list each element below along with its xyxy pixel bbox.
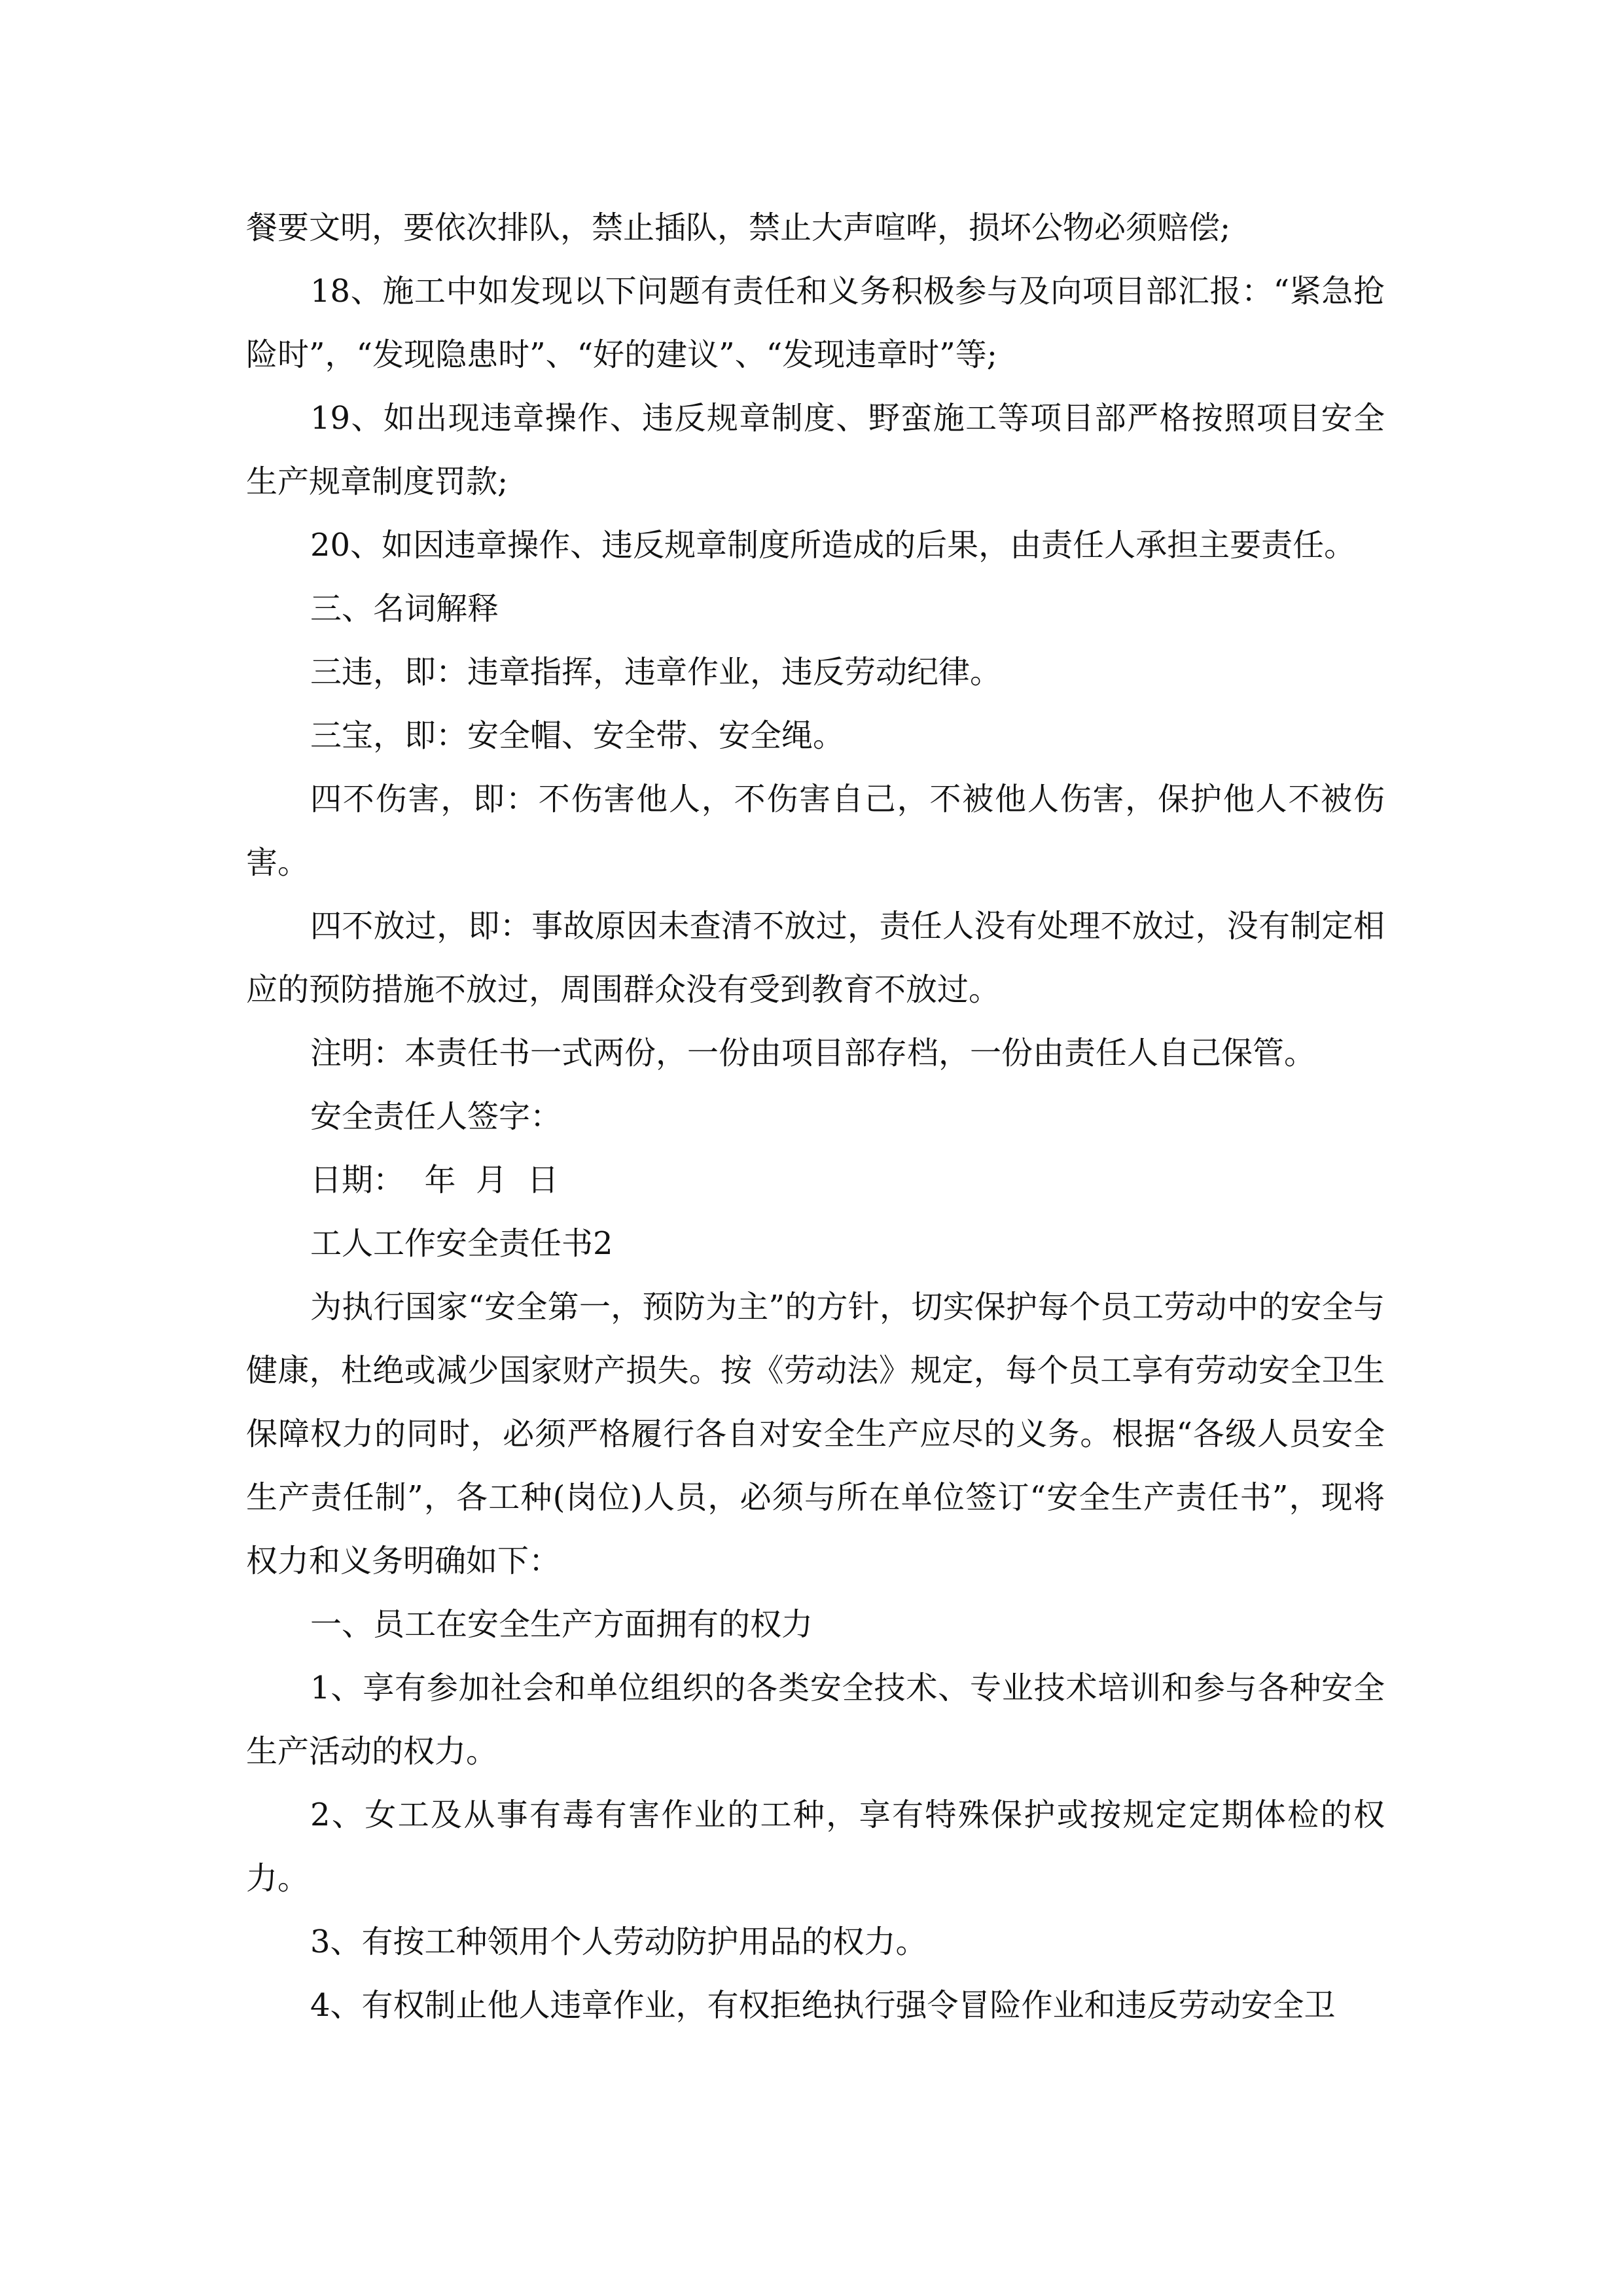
paragraph-four-no-letgo: 四不放过，即：事故原因未查清不放过，责任人没有处理不放过，没有制定相应的预防措施不放过，周围群众没有受到教育不放过。 [246,908,1385,1008]
paragraph-item-20: 20、如因违章操作、违反规章制度所造成的后果，由责任人承担主要责任。 [310,527,1356,564]
paragraph-three-violations: 三违，即：违章指挥，违章作业，违反劳动纪律。 [310,654,1002,691]
paragraph-intro: 为执行国家“安全第一，预防为主”的方针，切实保护每个员工劳动中的安全与健康，杜绝或减少国家财产损失。按《劳动法》规定，每个员工享有劳动安全卫生保障权力的同时，必须严格履行各自对安全生产应尽的义务。根据“各级人员安全生产责任制”，各工种(岗位)人员，必须与所在单位签订“安全生产责任书”，现将权力和义务明确如下： [246,1289,1385,1579]
section-heading-glossary: 三、名词解释 [310,590,499,627]
paragraph-item-18: 18、施工中如发现以下问题有责任和义务积极参与及向项目部汇报：“紧急抢险时”，“发现隐患时”、“好的建议”、“发现违章时”等; [246,273,1385,373]
signature-line: 安全责任人签字： [310,1098,562,1135]
paragraph-right-4: 4、有权制止他人违章作业，有权拒绝执行强令冒险作业和违反劳动安全卫 [310,1987,1336,2024]
paragraph-right-1: 1、享有参加社会和单位组织的各类安全技术、专业技术培训和参与各种安全生产活动的权力。 [246,1670,1385,1770]
paragraph-three-treasures: 三宝，即：安全帽、安全带、安全绳。 [310,717,845,754]
paragraph-note: 注明：本责任书一式两份，一份由项目部存档，一份由责任人自己保管。 [310,1035,1316,1071]
paragraph-item-19: 19、如出现违章操作、违反规章制度、野蛮施工等项目部严格按照项目安全生产规章制度罚款; [246,400,1385,500]
section-heading-rights: 一、员工在安全生产方面拥有的权力 [310,1606,813,1643]
paragraph-right-2: 2、女工及从事有毒有害作业的工种，享有特殊保护或按规定定期体检的权力。 [246,1797,1385,1897]
paragraph-right-3: 3、有按工种领用个人劳动防护用品的权力。 [310,1924,927,1960]
document-title-2: 工人工作安全责任书2 [310,1225,613,1262]
paragraph-four-no-harm: 四不伤害，即：不伤害他人，不伤害自己，不被他人伤害，保护他人不被伤害。 [246,781,1385,881]
paragraph-meal-rules: 餐要文明，要依次排队，禁止插队，禁止大声喧哗，损坏公物必须赔偿; [246,209,1231,246]
date-line: 日期： 年 月 日 [310,1162,559,1198]
